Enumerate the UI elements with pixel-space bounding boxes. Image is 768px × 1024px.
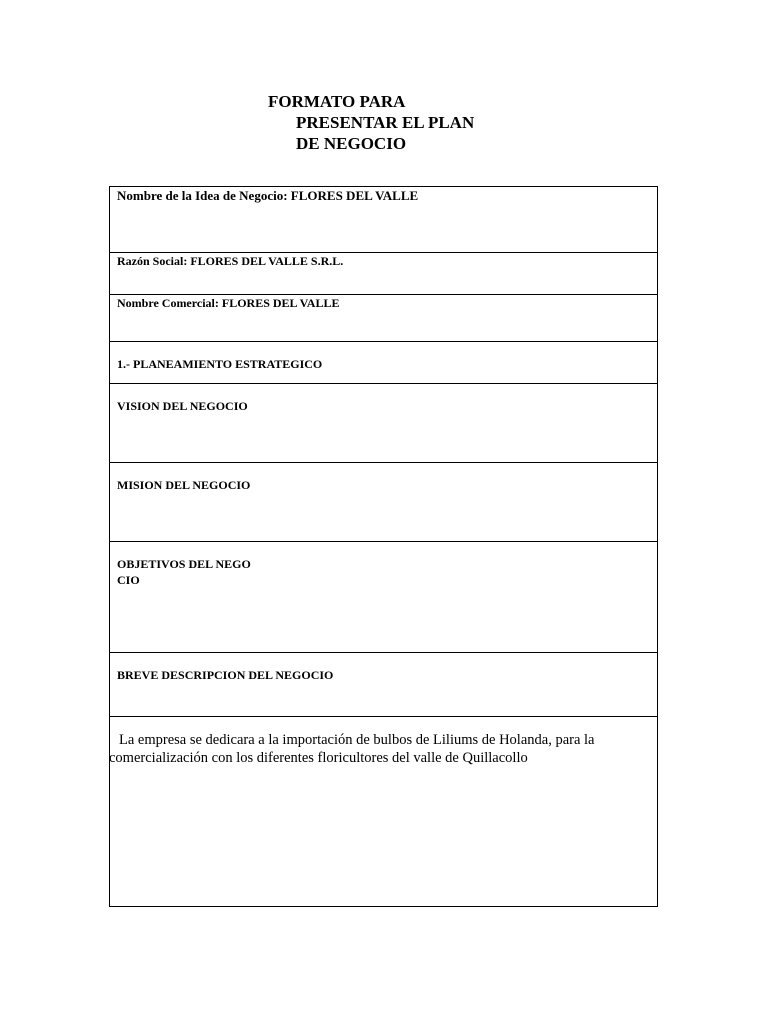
objectives-heading-line-1: OBJETIVOS DEL NEGO <box>117 557 251 571</box>
mission-row <box>110 463 657 542</box>
mission-heading: MISION DEL NEGOCIO <box>117 478 251 492</box>
document-title-line-3: DE NEGOCIO <box>296 134 407 153</box>
vision-heading: VISION DEL NEGOCIO <box>117 399 248 413</box>
vision-row <box>110 384 657 463</box>
description-row <box>110 717 657 906</box>
description-line-2: comercialización con los diferentes floricultores del valle de Quillacollo <box>109 750 528 766</box>
trade-name-row <box>110 295 657 342</box>
idea-name-row <box>110 187 657 253</box>
business-name-row <box>110 253 657 295</box>
description-heading: BREVE DESCRIPCION DEL NEGOCIO <box>117 668 334 682</box>
idea-name-field: Nombre de la Idea de Negocio: FLORES DEL VALLE <box>117 188 419 203</box>
strategic-planning-heading: 1.- PLANEAMIENTO ESTRATEGICO <box>117 357 323 371</box>
business-plan-form <box>109 186 658 907</box>
document-title-line-1: FORMATO PARA <box>268 92 406 111</box>
objectives-row <box>110 542 657 653</box>
trade-name-field: Nombre Comercial: FLORES DEL VALLE <box>117 296 340 310</box>
description-heading-row <box>110 653 657 717</box>
strategic-planning-row <box>110 342 657 384</box>
description-line-1: La empresa se dedicara a la importación de bulbos de Liliums de Holanda, para la <box>119 732 595 748</box>
document-title-line-2: PRESENTAR EL PLAN <box>296 113 475 132</box>
objectives-heading-line-2: CIO <box>117 573 140 587</box>
business-name-field: Razón Social: FLORES DEL VALLE S.R.L. <box>117 254 344 268</box>
description-text <box>109 731 654 767</box>
